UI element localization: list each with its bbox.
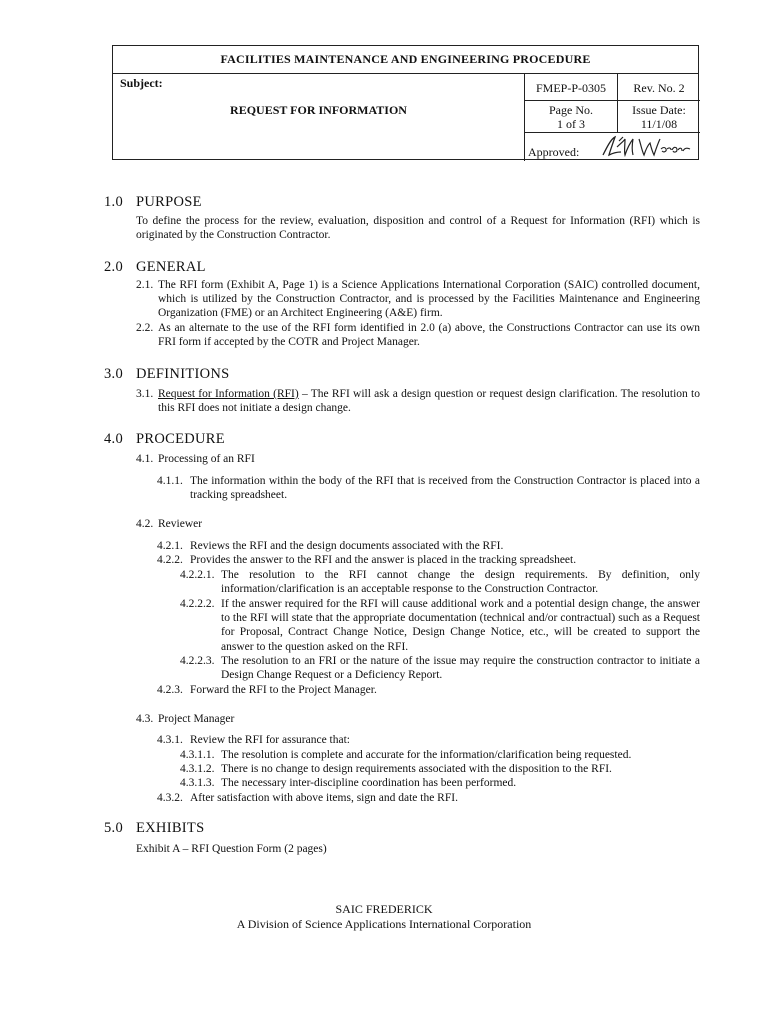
- item-label: 4.3.2.: [157, 792, 183, 804]
- approved-label: Approved:: [528, 145, 580, 159]
- section-heading-purpose: [104, 194, 202, 211]
- item-label: 3.1.: [136, 388, 154, 400]
- procedure-header-table: [112, 45, 699, 160]
- item-label: 4.2.2.3.: [180, 655, 215, 667]
- procedure-item-4-2-2-1: [180, 568, 700, 596]
- section-heading-exhibits: [104, 820, 204, 837]
- section-title: DEFINITIONS: [136, 366, 230, 382]
- issue-date-value: 11/1/08: [640, 117, 678, 131]
- item-label: 4.2.2.: [157, 554, 183, 566]
- item-label: 4.2.3.: [157, 684, 183, 696]
- item-label: 4.2.1.: [157, 540, 183, 552]
- procedure-item-4-2: [136, 517, 700, 531]
- section-title: GENERAL: [136, 259, 206, 275]
- section-heading-procedure: [104, 431, 225, 448]
- defined-term: Request for Information (RFI): [158, 388, 299, 400]
- section-title: PURPOSE: [136, 194, 202, 210]
- section-number: 1.0: [104, 194, 124, 210]
- section-number: 3.0: [104, 366, 124, 382]
- procedure-item-4-1: [136, 452, 700, 466]
- general-item-2-1: [136, 278, 700, 321]
- revision-number: Rev. No. 2: [633, 81, 685, 95]
- procedure-item-4-1-1: [157, 474, 700, 502]
- general-item-2-2: [136, 321, 700, 349]
- procedure-item-4-2-3: [157, 683, 700, 697]
- issue-date-label: Issue Date:: [632, 103, 686, 117]
- item-text: Review the RFI for assurance that:: [190, 734, 350, 746]
- item-text: Provides the answer to the RFI and the answer is placed in the tracking spreadsheet.: [190, 554, 577, 566]
- definition-item-3-1: [136, 387, 700, 415]
- item-text: The resolution to the RFI cannot change the design requirements. By definition, only information/clarification is an acceptable response to the Construction Contractor.: [221, 569, 700, 596]
- grid-divider: [524, 100, 700, 101]
- item-label: 4.2.2.1.: [180, 569, 215, 581]
- subject-label: Subject:: [120, 76, 163, 90]
- procedure-item-4-3-1-2: [180, 762, 700, 776]
- footer-company: SAIC FREDERICK: [335, 902, 433, 916]
- procedure-item-4-2-2-3: [180, 654, 700, 682]
- section-number: 5.0: [104, 820, 124, 836]
- procedure-item-4-3-1-1: [180, 748, 700, 762]
- item-label: 4.1.1.: [157, 475, 183, 487]
- page-no-label: Page No.: [549, 103, 593, 117]
- item-label: 2.1.: [136, 279, 154, 291]
- section-heading-definitions: [104, 366, 230, 383]
- section-number: 2.0: [104, 259, 124, 275]
- item-label: 2.2.: [136, 322, 154, 334]
- item-text: Forward the RFI to the Project Manager.: [190, 684, 377, 696]
- procedure-title: FACILITIES MAINTENANCE AND ENGINEERING PROCEDURE: [113, 46, 698, 74]
- item-label: 4.3.: [136, 713, 154, 725]
- item-label: 4.3.1.2.: [180, 763, 215, 775]
- procedure-item-4-2-2: [157, 553, 700, 567]
- procedure-item-4-3-1: [157, 733, 700, 747]
- item-label: 4.1.: [136, 453, 154, 465]
- item-text: As an alternate to the use of the RFI form identified in 2.0 (a) above, the Constructions Contractor can use its own FRI form if accepted by the COTR and Project Manager.: [158, 322, 700, 349]
- item-text: Reviewer: [158, 518, 203, 530]
- item-label: 4.3.1.: [157, 734, 183, 746]
- item-text: The RFI form (Exhibit A, Page 1) is a Science Applications International Corporation (SAIC) controlled document, which is utilized by the Construction Contractor, and is processed by the Facilities Maintenance and Engineering Organization (FME) or an Architect Engineering (A&E) firm.: [158, 279, 700, 320]
- item-text: There is no change to design requirements associated with the disposition to the RFI.: [221, 763, 612, 775]
- item-text: The necessary inter-discipline coordination has been performed.: [221, 777, 517, 789]
- item-label: 4.3.1.3.: [180, 777, 215, 789]
- item-text: Reviews the RFI and the design documents associated with the RFI.: [190, 540, 504, 552]
- section-heading-general: [104, 259, 206, 276]
- item-text: The information within the body of the RFI that is received from the Construction Contractor is placed into a tracking spreadsheet.: [190, 475, 700, 502]
- section-title: EXHIBITS: [136, 820, 205, 836]
- section-number: 4.0: [104, 431, 124, 447]
- page-no-value: 1 of 3: [557, 117, 585, 131]
- procedure-item-4-3-2: [157, 791, 700, 805]
- procedure-item-4-3-1-3: [180, 776, 700, 790]
- definition-text: – The RFI will ask a design question or request design clarification. The resolution to this RFI does not initiate a design change.: [158, 388, 700, 415]
- item-label: 4.3.1.1.: [180, 749, 215, 761]
- approval-signature: [597, 133, 693, 161]
- item-text: The resolution is complete and accurate for the information/clarification being requested.: [221, 749, 632, 761]
- item-text: After satisfaction with above items, sign and date the RFI.: [190, 792, 458, 804]
- item-text: Project Manager: [158, 713, 235, 725]
- item-text: Processing of an RFI: [158, 453, 255, 465]
- exhibit-list: Exhibit A – RFI Question Form (2 pages): [136, 843, 327, 855]
- item-label: 4.2.: [136, 518, 154, 530]
- procedure-item-4-2-1: [157, 539, 700, 553]
- document-title: REQUEST FOR INFORMATION: [230, 103, 407, 117]
- section-title: PROCEDURE: [136, 431, 225, 447]
- item-label: 4.2.2.2.: [180, 598, 215, 610]
- purpose-text: To define the process for the review, evaluation, disposition and control of a Request for Information (RFI) which is originated by the Construction Contractor.: [136, 215, 700, 242]
- item-text: The resolution to an FRI or the nature of the issue may require the construction contractor to initiate a Design Change Request or a Deficiency Report.: [221, 655, 700, 682]
- procedure-item-4-2-2-2: [180, 597, 700, 654]
- item-text: If the answer required for the RFI will cause additional work and a potential design change, the answer to the RFI will state that the appropriate documentation (technical and/or contractual) such as a Request for Proposal, Contract Change Notice, Design Change Notice, etc., will be created to support the answer to the question asked on the RFI.: [221, 598, 700, 653]
- doc-number: FMEP-P-0305: [535, 81, 606, 95]
- procedure-item-4-3: [136, 712, 700, 726]
- footer-division: A Division of Science Applications International Corporation: [236, 917, 532, 931]
